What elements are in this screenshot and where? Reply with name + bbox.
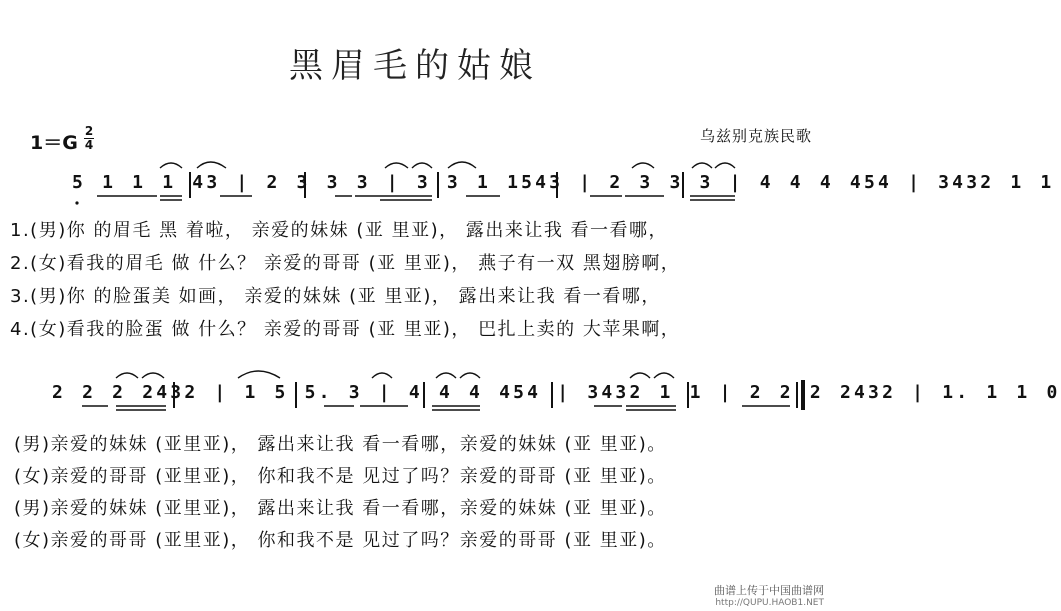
lyric-line: (女)亲爱的哥哥 (亚里亚)， 你和我不是 见过了吗？亲爱的哥哥 (亚 里亚)。 — [14, 530, 667, 551]
lyric-line: (男)亲爱的妹妹 (亚里亚)， 露出来让我 看一看哪，亲爱的妹妹 (亚 里亚)。 — [14, 498, 667, 519]
lyric-line: (男)亲爱的妹妹 (亚里亚)， 露出来让我 看一看哪，亲爱的妹妹 (亚 里亚)。 — [14, 434, 667, 455]
watermark-text: 曲谱上传于中国曲谱网 — [714, 584, 824, 597]
notes-system-2: 2 2 2 2432 | 1 5 5. 3 | 4 4 4 454 | 3432 1 1 | 2 2 2 2432 | 1. 1 1 0 — [52, 382, 1061, 403]
notes-system-1: 5 1 1 1 43 | 2 3 3 3 | 3 3 1 1543 | 2 3 3 3 | 4 4 4 454 | 3432 1 1 — [72, 172, 1055, 193]
lyric-line: 1.(男)你 的眉毛 黑 着啦， 亲爱的妹妹 (亚 里亚)， 露出来让我 看一看哪， — [10, 220, 669, 241]
song-title: 黑眉毛的姑娘 — [289, 46, 541, 86]
time-signature-bottom: 4 — [84, 138, 94, 152]
site-watermark — [714, 585, 824, 609]
time-signature-top: 2 — [84, 124, 94, 138]
lyric-line: 4.(女)看我的脸蛋 做 什么？ 亲爱的哥哥 (亚 里亚)， 巴扎上卖的 大苹果啊， — [10, 319, 681, 340]
key-signature: 1＝G — [30, 132, 78, 154]
lyric-line: (女)亲爱的哥哥 (亚里亚)， 你和我不是 见过了吗？亲爱的哥哥 (亚 里亚)。 — [14, 466, 667, 487]
song-origin: 乌兹别克族民歌 — [699, 127, 812, 145]
watermark-url: http://QUPU.HAOB1.NET — [715, 598, 824, 608]
lyric-line: 2.(女)看我的眉毛 做 什么？ 亲爱的哥哥 (亚 里亚)， 燕子有一双 黑翅膀啊， — [10, 253, 681, 274]
octave-dots — [75, 201, 78, 204]
lyric-line: 3.(男)你 的脸蛋美 如画， 亲爱的妹妹 (亚 里亚)， 露出来让我 看一看哪， — [10, 286, 661, 307]
time-signature — [84, 126, 94, 151]
